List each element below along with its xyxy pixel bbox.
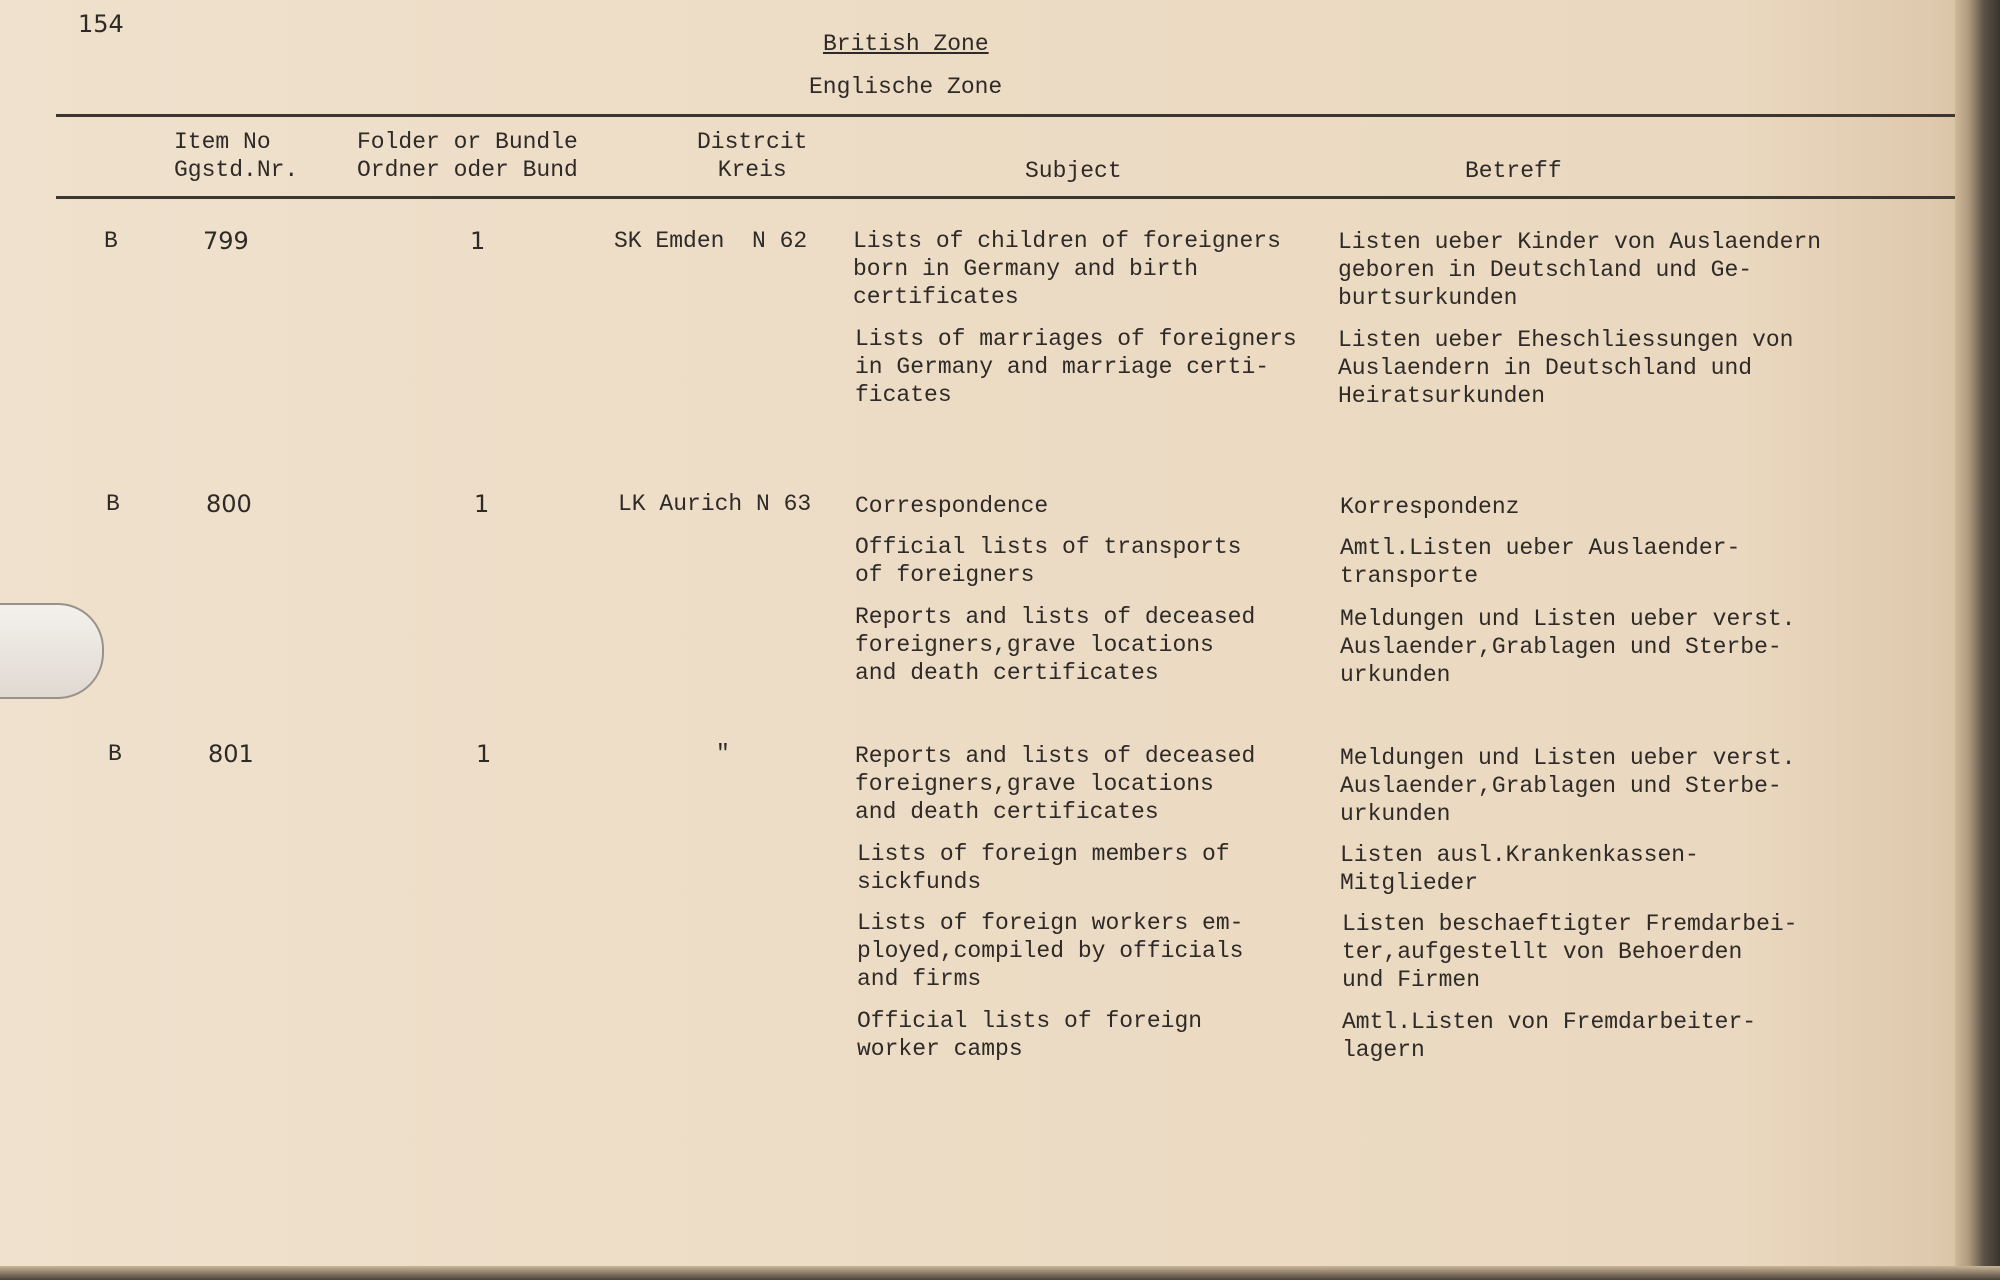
entry-betreff: Korrespondenz	[1340, 494, 1520, 520]
header-betreff: Betreff	[1465, 158, 1562, 184]
entry-subject: Official lists of foreign worker camps	[857, 1008, 1203, 1062]
page-number: 154	[78, 10, 124, 38]
header-subject: Subject	[1025, 158, 1122, 184]
row-district: LK Aurich N 63	[618, 491, 812, 517]
entry-betreff: Listen beschaeftigter Fremdarbei- ter,aufgestellt von Behoerden und Firmen	[1342, 911, 1798, 993]
header-item-no: Item No Ggstd.Nr.	[174, 129, 299, 183]
row-item-number: 800	[206, 490, 252, 518]
entry-betreff: Listen ausl.Krankenkassen- Mitglieder	[1340, 842, 1699, 896]
page-tab-marker	[0, 603, 104, 699]
row-letter: B	[108, 741, 122, 767]
row-folder-number: 1	[476, 740, 492, 768]
header-top-rule	[56, 114, 1974, 117]
entry-subject: Reports and lists of deceased foreigners,grave locations and death certificates	[855, 604, 1256, 686]
row-district: SK Emden N 62	[614, 228, 808, 254]
row-folder-number: 1	[470, 227, 486, 255]
header-folder: Folder or Bundle Ordner oder Bund	[357, 129, 578, 183]
row-folder-number: 1	[474, 490, 490, 518]
entry-subject: Lists of marriages of foreigners in Germany and marriage certi- ficates	[855, 326, 1297, 408]
row-district-ditto: "	[716, 741, 730, 767]
entry-betreff: Listen ueber Eheschliessungen von Auslaendern in Deutschland und Heiratsurkunden	[1338, 327, 1794, 409]
entry-betreff: Listen ueber Kinder von Auslaendern geboren in Deutschland und Ge- burtsurkunden	[1338, 229, 1822, 311]
entry-subject: Lists of foreign workers em- ployed,compiled by officials and firms	[857, 910, 1244, 992]
page-subtitle: Englische Zone	[809, 74, 1003, 100]
row-letter: B	[104, 228, 118, 254]
entry-betreff: Meldungen und Listen ueber verst. Auslaender,Grablagen und Sterbe- urkunden	[1340, 606, 1796, 688]
book-spine-edge	[1955, 0, 2000, 1280]
row-item-number: 799	[203, 227, 249, 255]
entry-subject: Correspondence	[855, 493, 1049, 519]
page-bottom-edge	[0, 1266, 2000, 1280]
row-letter: B	[106, 491, 120, 517]
page-title: British Zone	[823, 31, 989, 57]
header-district: Distrcit Kreis	[697, 129, 808, 183]
entry-subject: Lists of children of foreigners born in Germany and birth certificates	[853, 228, 1281, 310]
header-bottom-rule	[56, 196, 1974, 199]
row-item-number: 801	[208, 740, 254, 768]
entry-betreff: Amtl.Listen von Fremdarbeiter- lagern	[1342, 1009, 1757, 1063]
entry-subject: Official lists of transports of foreigners	[855, 534, 1242, 588]
entry-betreff: Meldungen und Listen ueber verst. Auslaender,Grablagen und Sterbe- urkunden	[1340, 745, 1796, 827]
entry-betreff: Amtl.Listen ueber Auslaender- transporte	[1340, 535, 1741, 589]
entry-subject: Lists of foreign members of sickfunds	[857, 841, 1230, 895]
entry-subject: Reports and lists of deceased foreigners,grave locations and death certificates	[855, 743, 1256, 825]
